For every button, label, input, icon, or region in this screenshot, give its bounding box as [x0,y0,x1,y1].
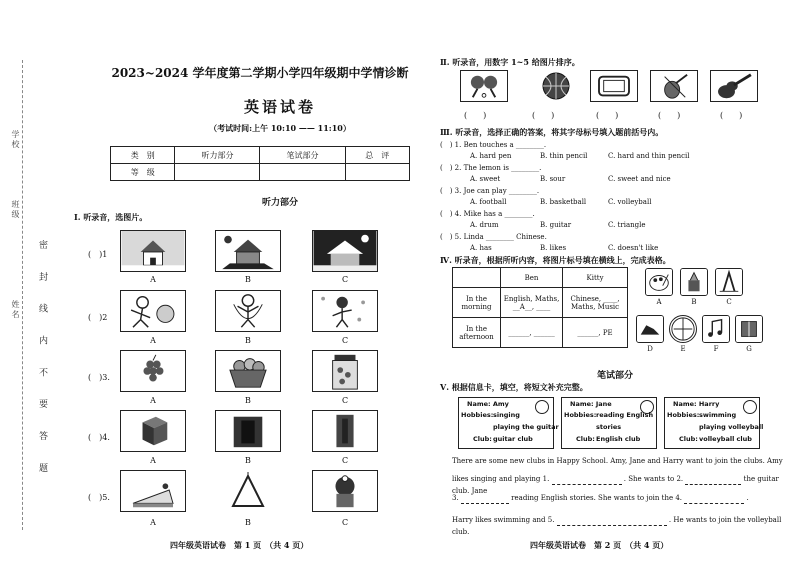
schedule-col-kitty: Kitty [563,268,628,288]
s3-q2-a[interactable]: A. sweet [470,175,501,183]
s2-answer-3[interactable]: ( ) [596,111,619,120]
score-cell[interactable] [175,164,260,181]
triangle-instrument-icon [215,470,281,512]
violin-icon [651,71,697,101]
score-header: 听力部分 [175,147,260,164]
tile-a-label: A [656,298,662,306]
q1-label-a: A [150,275,156,284]
schedule-row-morning: In the morning [453,288,501,318]
house-sun-icon [216,231,280,271]
listening-heading: 听力部分 [261,198,298,208]
q1-option-c-image[interactable] [312,230,378,272]
q3-label-b: B [245,396,251,405]
schedule-col-ben: Ben [501,268,563,288]
blank-2-input[interactable] [685,477,741,485]
passage-line-1: There are some new clubs in Happy School. Amy, Jane and Harry want to join the clubs. Amy [452,457,783,465]
s2-image-2[interactable] [532,70,580,102]
score-cell[interactable] [260,164,345,181]
ball-icon [670,316,696,342]
paint-pot-icon [681,269,707,295]
basketball-icon [532,70,580,102]
q3-option-b-image[interactable] [215,350,281,392]
blank-5-input[interactable] [557,518,667,526]
q3-label-c: C [341,396,349,405]
s2-answer-2[interactable]: ( ) [532,111,555,120]
s2-image-4[interactable] [650,70,698,102]
s2-image-3[interactable] [590,70,638,102]
card-club-label: Club: [679,435,698,443]
section-2-title: Ⅱ. 听录音，用数字 1~5 给图片排序。 [440,57,580,67]
tile-b-label: B [691,298,697,306]
tile-e [669,315,697,343]
q1-option-b-image[interactable] [215,230,281,272]
s3-q3-c[interactable]: C. volleyball [608,198,652,206]
s2-image-5[interactable] [710,70,758,102]
s3-q3-a[interactable]: A. football [470,198,507,206]
card-hobby: stories [596,423,622,431]
q2-option-c-image[interactable] [312,290,378,332]
s3-q5[interactable]: ( ) 5. Linda ________ Chinese. [440,233,547,241]
q5-number: ( )5. [88,493,110,502]
info-card-amy [458,397,559,449]
schedule-cell-ben-afternoon[interactable]: ______, ______ [501,318,563,348]
picture-frame-icon [591,71,637,101]
card-hobby: reading English [596,411,654,419]
tile-g [735,315,763,343]
s2-answer-1[interactable]: ( ) [464,111,487,120]
q4-label-b: B [245,456,251,465]
q5-option-b-image[interactable] [215,470,281,512]
card-hobby: singing [493,411,520,419]
q5-label-b: B [245,518,251,527]
blank-4-input[interactable] [684,496,744,504]
q2-label-c: C [341,336,349,345]
q1-label-b: B [245,275,251,284]
binding-margin [0,0,47,561]
q1-option-a-image[interactable] [120,230,186,272]
s3-q3[interactable]: ( ) 3. Joe can play ________. [440,187,540,195]
margin-class-label: 班级 [11,200,20,220]
cake-icon [121,471,185,511]
card-name: Name: Jane [570,400,612,408]
passage-text: . She wants to 2. [623,475,684,483]
passage-text: . [746,494,749,502]
kid-snow-icon [313,291,377,331]
running-shoe-icon [637,316,663,342]
margin-name-label: 姓名 [11,300,20,320]
card-hobbies-label: Hobbies: [564,411,597,419]
q5-option-c-image[interactable] [312,470,378,512]
s3-q1-c[interactable]: C. hard and thin pencil [608,152,690,160]
card-hobbies-label: Hobbies: [461,411,494,419]
card-hobby: swimming [699,411,737,419]
s3-q2-c[interactable]: C. sweet and nice [608,175,671,183]
s2-answer-4[interactable]: ( ) [658,111,681,120]
q4-option-a-image[interactable] [120,410,186,452]
cube-icon [121,411,185,451]
card-hobbies-label: Hobbies: [667,411,700,419]
tile-b [680,268,708,296]
tile-e-label: E [680,345,686,353]
compass-ruler-icon [716,269,742,295]
seal-line-text: 密 封 线 内 不 要 答 题 [37,240,47,483]
house-night-icon [313,231,377,271]
avatar-icon [535,400,549,414]
schedule-cell-ben-morning[interactable]: English, Maths, __A__, ____ [501,288,563,318]
q1-number: ( )1 [88,250,108,259]
music-notes-icon [703,316,729,342]
tile-d-label: D [647,345,653,353]
q5-label-c: C [341,518,349,527]
page-two [440,0,790,561]
s3-q2-b[interactable]: B. sour [540,175,566,183]
card-hobby: playing volleyball [699,423,764,431]
guitar-icon [711,71,757,101]
grapes-icon [121,351,185,391]
section-5-title: Ⅴ. 根据信息卡，填空，将短文补充完整。 [440,382,588,392]
tile-a [645,268,673,296]
exam-subtitle: 英语试卷 [243,98,316,116]
q2-number: ( )2 [88,313,108,322]
info-card-jane [561,397,657,449]
schedule-corner [453,268,501,288]
passage-line-3 [452,492,792,504]
score-header: 笔试部分 [260,147,345,164]
card-name: Name: Harry [673,400,720,408]
ping-pong-icon [461,71,507,101]
q4-option-b-image[interactable] [215,410,281,452]
s3-q3-b[interactable]: B. basketball [540,198,587,206]
s3-q5-c[interactable]: C. doesn't like [608,244,659,252]
section-4-title: Ⅳ. 听录音，根据所听内容，将图片标号填在横线上，完成表格。 [440,255,671,265]
s3-q1-a[interactable]: A. hard pen [470,152,512,160]
tile-f-label: F [713,345,719,353]
house-snow-icon [121,231,185,271]
schedule-row-afternoon: In the afternoon [453,318,501,348]
score-header: 总 评 [345,147,409,164]
q2-label-a: A [150,336,156,345]
card-hobby: playing the guitar [493,423,559,431]
schedule-table [452,267,628,348]
q4-option-c-image[interactable] [312,410,378,452]
fruit-jar-icon [313,351,377,391]
passage-text: the guitar club. Jane [452,475,779,495]
q4-number: ( )4. [88,433,110,442]
tile-c [715,268,743,296]
page-one [60,0,420,561]
s2-answer-5[interactable]: ( ) [720,111,743,120]
written-heading: 笔试部分 [596,371,633,381]
card-club-label: Club: [576,435,595,443]
card-name: Name: Amy [467,400,509,408]
q3-option-c-image[interactable] [312,350,378,392]
card-club: volleyball club [699,435,752,443]
card-club: guitar club [493,435,533,443]
fruit-basket-icon [216,351,280,391]
s3-q5-a[interactable]: A. has [470,244,492,252]
s3-q5-b[interactable]: B. likes [540,244,567,252]
card-club: English club [596,435,641,443]
avatar-icon [743,400,757,414]
s3-q4-c[interactable]: C. triangle [608,221,646,229]
card-club-label: Club: [473,435,492,443]
blank-3-input[interactable] [461,496,509,504]
schedule-cell-kitty-morning[interactable]: Chinese, ____, Maths, Music [563,288,628,318]
q2-option-b-image[interactable] [215,290,281,332]
tile-c-label: C [726,298,732,306]
s2-image-1[interactable] [460,70,508,102]
schedule-cell-kitty-afternoon[interactable]: ______, PE [563,318,628,348]
kid-running-icon [121,291,185,331]
passage-line-4 [452,514,792,538]
kid-skipping-icon [216,291,280,331]
section-1-title: Ⅰ. 听录音，选图片。 [74,212,148,222]
tile-d [636,315,664,343]
tile-g-label: G [746,345,752,353]
s3-q4-b[interactable]: B. guitar [540,221,572,229]
exam-time: （考试时间:上午 10:10 —— 11:10） [209,123,351,133]
page-one-footer: 四年级英语试卷 第 1 页 （共 4 页） [170,540,309,550]
q3-label-a: A [150,396,156,405]
score-row-label: 等 级 [111,164,175,181]
score-header: 类 别 [111,147,175,164]
s3-q4-a[interactable]: A. drum [470,221,499,229]
art-palette-icon [646,269,672,295]
blank-1-input[interactable] [552,477,622,485]
passage-text: . He wants to join the volleyball club. [452,516,782,536]
seal-line [22,60,23,530]
q4-label-c: C [341,456,349,465]
book-icon [736,316,762,342]
q5-label-a: A [150,518,156,527]
s3-q2[interactable]: ( ) 2. The lemon is ________. [440,164,542,172]
q4-label-a: A [150,456,156,465]
exam-title: 2023~2024 学年度第二学期小学四年级期中学情诊断 [111,66,409,80]
avatar-icon [640,400,654,414]
passage-text: likes singing and playing 1. [452,475,550,483]
s3-q1-b[interactable]: B. thin pencil [540,152,588,160]
info-card-harry [664,397,764,449]
section-3-title: Ⅲ. 听录音，选择正确的答案，将其字母标号填入题前括号内。 [440,127,664,137]
q2-label-b: B [245,336,251,345]
page-two-footer: 四年级英语试卷 第 2 页 （共 4 页） [530,540,669,550]
passage-text: 3. [452,494,459,502]
q3-option-a-image[interactable] [120,350,186,392]
score-table [110,146,410,181]
passage-text: reading English stories. She wants to join the 4. [511,494,682,502]
score-cell[interactable] [345,164,409,181]
cupcake-icon [313,471,377,511]
margin-school-label: 学校 [11,130,20,150]
q1-label-c: C [341,275,349,284]
dark-box-icon [216,411,280,451]
q3-number: ( )3. [88,373,110,382]
q2-option-a-image[interactable] [120,290,186,332]
s3-q1[interactable]: ( ) 1. Ben touches a ________. [440,141,547,149]
tile-f [702,315,730,343]
passage-text: Harry likes swimming and 5. [452,516,555,524]
q5-option-a-image[interactable] [120,470,186,512]
tall-box-icon [313,411,377,451]
s3-q4[interactable]: ( ) 4. Mike has a ________. [440,210,535,218]
